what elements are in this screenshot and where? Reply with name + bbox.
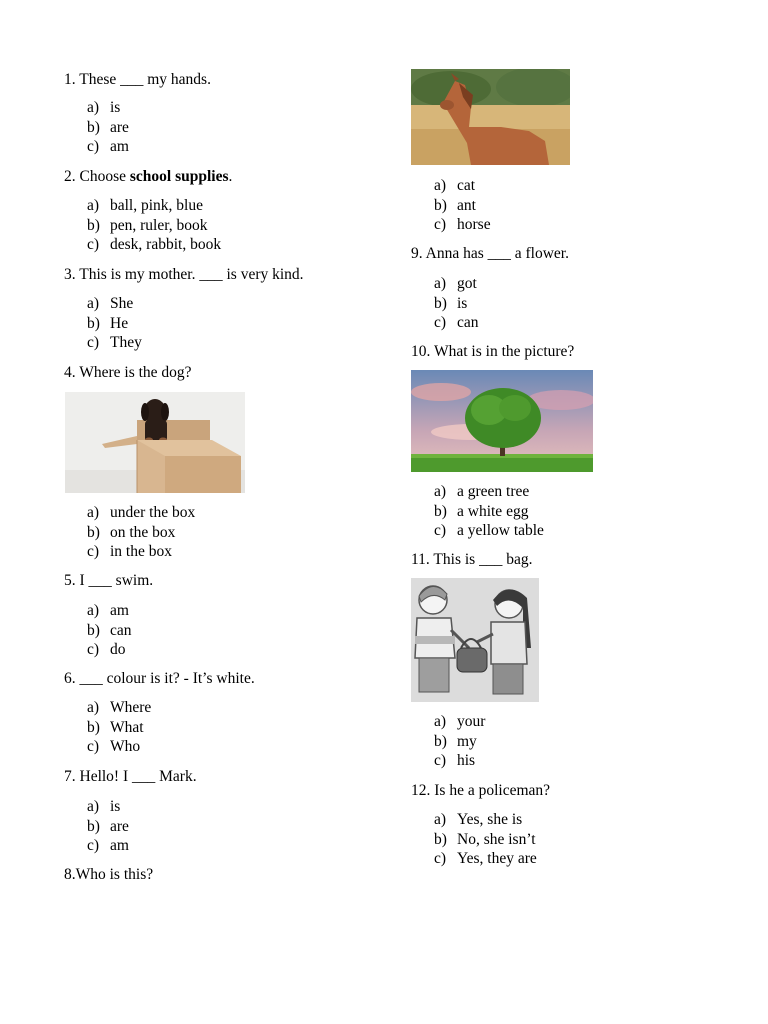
option-c[interactable]: c) can [434, 314, 479, 332]
option-b[interactable]: b) on the box [87, 523, 176, 541]
question-5 [64, 572, 153, 590]
option-b[interactable]: b) No, she isn’t [434, 830, 536, 848]
options-9 [434, 274, 479, 333]
question-text: Anna has ___ a flower. [425, 245, 569, 262]
option-b[interactable]: b) pen, ruler, book [87, 216, 208, 234]
dog-in-box-photo [65, 392, 245, 493]
option-c[interactable]: c) horse [434, 216, 491, 234]
option-a[interactable]: a) ball, pink, blue [87, 197, 203, 214]
option-b[interactable]: b) my [434, 732, 477, 750]
question-8 [64, 866, 153, 884]
option-c[interactable]: c) am [87, 138, 129, 156]
option-a[interactable]: a) got [434, 275, 477, 292]
options-2 [87, 196, 221, 255]
question-10 [411, 343, 574, 361]
option-b[interactable]: b) ant [434, 196, 476, 214]
question-text: What is in the picture? [433, 343, 575, 360]
option-c[interactable]: c) desk, rabbit, book [87, 236, 222, 254]
option-c[interactable]: c) They [87, 334, 142, 352]
option-a[interactable]: a) is [87, 798, 121, 815]
two-girls-with-bag-drawing [411, 578, 539, 702]
option-b[interactable]: b) a white egg [434, 502, 529, 520]
question-text: I ___ swim. [79, 572, 154, 589]
horse-in-field-photo [411, 69, 570, 165]
question-text: Where is the dog? [79, 364, 192, 381]
question-number: 5. [64, 572, 76, 589]
options-6 [87, 698, 151, 757]
question-text: Hello! I ___ Mark. [79, 768, 197, 785]
option-c[interactable]: c) Who [87, 738, 141, 756]
option-b[interactable]: b) What [87, 718, 144, 736]
option-b[interactable]: b) can [87, 621, 132, 639]
option-a[interactable]: a) Yes, she is [434, 811, 523, 828]
question-7 [64, 768, 197, 786]
option-a[interactable]: a) She [87, 295, 134, 312]
question-text: These ___ my hands. [79, 71, 211, 88]
option-a[interactable]: a) a green tree [434, 483, 530, 500]
question-3 [64, 266, 304, 284]
option-c[interactable]: c) do [87, 641, 126, 659]
question-6 [64, 670, 255, 688]
options-7 [87, 797, 129, 856]
question-text: This is ___ bag. [433, 551, 533, 568]
option-b[interactable]: b) is [434, 294, 468, 312]
option-c[interactable]: c) a yellow table [434, 522, 544, 540]
tree-on-grass-photo [411, 370, 593, 472]
question-number: 8. [64, 866, 76, 883]
question-9 [411, 245, 569, 263]
options-4 [87, 503, 195, 562]
question-text: Who is this? [75, 866, 154, 883]
question-11 [411, 551, 532, 569]
question-1 [64, 71, 211, 89]
option-c[interactable]: c) am [87, 837, 129, 855]
option-a[interactable]: a) under the box [87, 504, 196, 521]
options-12 [434, 810, 537, 869]
option-a[interactable]: a) am [87, 602, 129, 619]
question-12 [411, 782, 550, 800]
question-2: 2. Choose school supplies. [64, 168, 233, 185]
question-number: 7. [64, 768, 76, 785]
option-c[interactable]: c) Yes, they are [434, 850, 537, 868]
question-text: Is he a policeman? [434, 782, 551, 799]
question-number: 6. [64, 670, 76, 687]
option-b[interactable]: b) are [87, 817, 129, 835]
question-number: 12. [411, 782, 431, 799]
option-c[interactable]: c) in the box [87, 543, 172, 561]
options-8 [434, 176, 491, 235]
option-b[interactable]: b) He [87, 314, 129, 332]
question-number: 2. [64, 168, 76, 185]
question-number: 10. [411, 343, 431, 360]
option-b[interactable]: b) are [87, 118, 129, 136]
question-number: 3. [64, 266, 76, 283]
question-number: 11. [411, 551, 430, 568]
question-text: ___ colour is it? - It’s white. [79, 670, 255, 687]
option-a[interactable]: a) cat [434, 177, 476, 194]
option-c[interactable]: c) his [434, 752, 476, 770]
option-a[interactable]: a) Where [87, 699, 152, 716]
question-4 [64, 364, 192, 382]
question-number: 9. [411, 245, 423, 262]
question-number: 4. [64, 364, 76, 381]
question-text: This is my mother. ___ is very kind. [79, 266, 304, 283]
options-3 [87, 294, 142, 353]
options-11 [434, 712, 485, 771]
options-10 [434, 482, 544, 541]
options-1 [87, 98, 129, 157]
options-5 [87, 601, 132, 660]
option-a[interactable]: a) your [434, 713, 486, 730]
question-number: 1. [64, 71, 76, 88]
bold-phrase: school supplies [129, 168, 229, 185]
option-a[interactable]: a) is [87, 99, 121, 116]
